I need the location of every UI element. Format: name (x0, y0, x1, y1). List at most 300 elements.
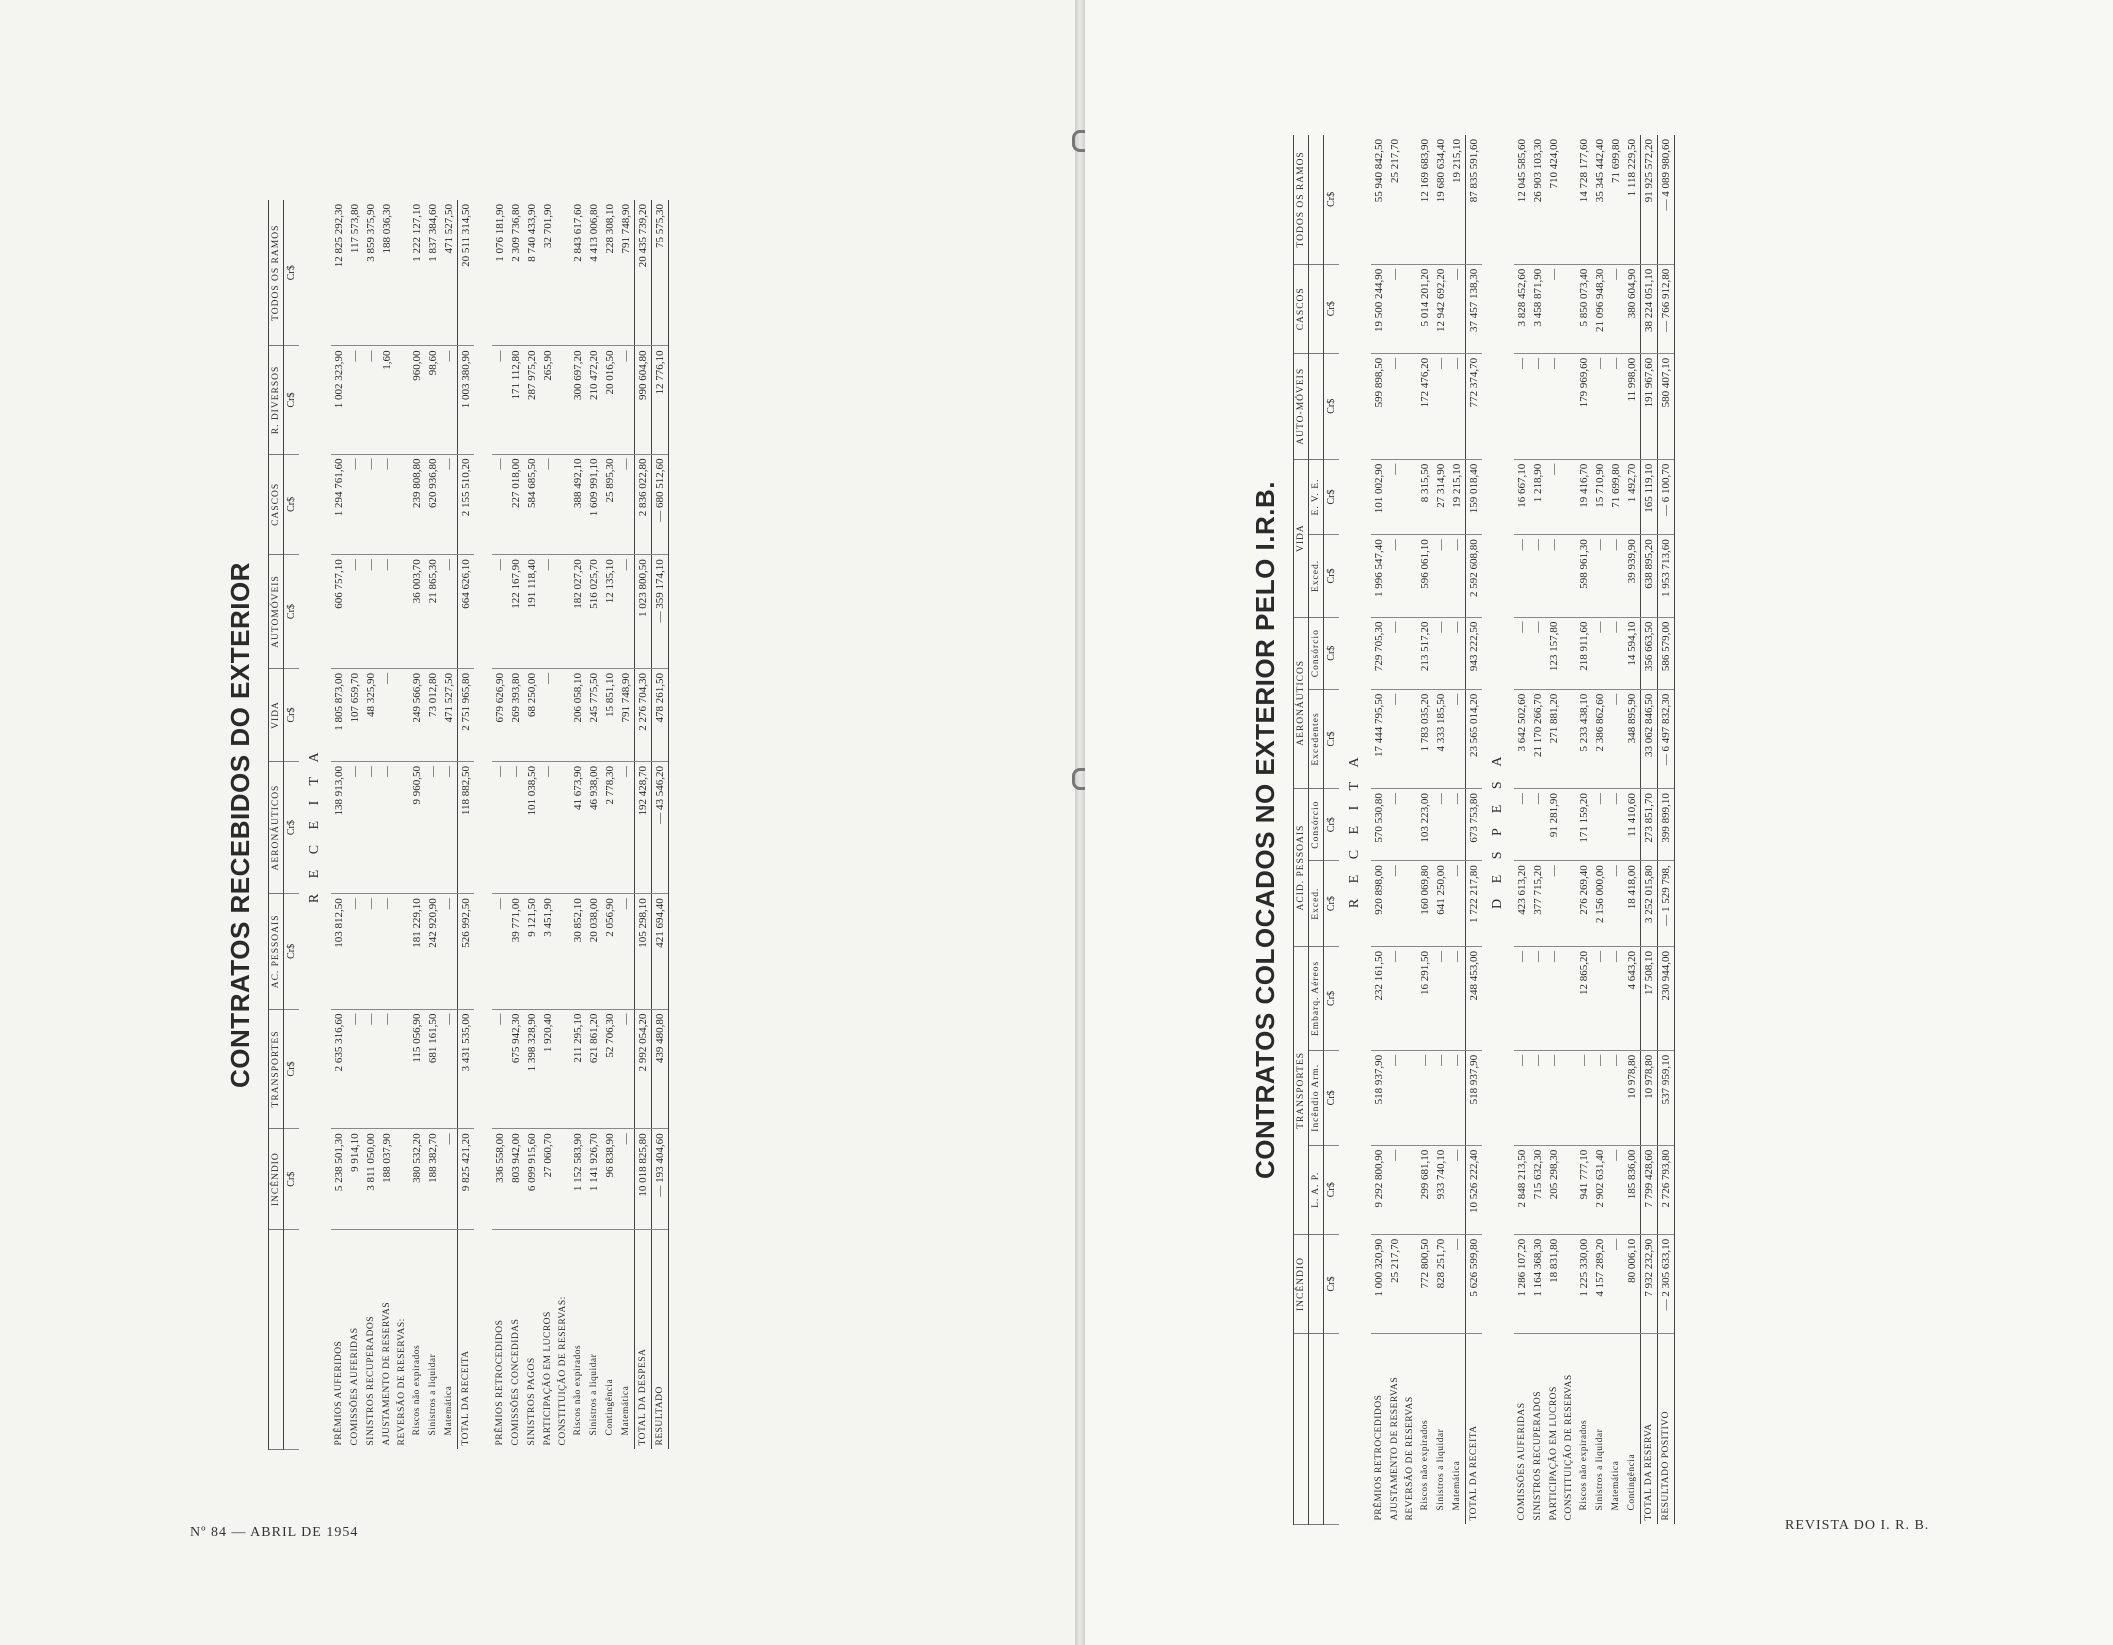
table-cell: — (540, 668, 556, 761)
table-cell: 12 865,20 (1576, 947, 1592, 1051)
table-cell: 211 295,10 (570, 1009, 586, 1129)
table-row (570, 200, 586, 1450)
table-cell: — (441, 761, 458, 893)
table-cell: 39 771,00 (508, 894, 524, 1009)
table-cell: 1 398 328,90 (524, 1009, 540, 1129)
table-row (409, 200, 425, 1450)
table-cell: 239 808,80 (409, 454, 425, 555)
table-cell: 2 635 316,60 (331, 1009, 347, 1129)
table-cell: 598 961,30 (1576, 535, 1592, 617)
column-header: VIDA (269, 668, 284, 761)
table-row (363, 200, 379, 1450)
table-cell: 3 458 871,90 (1530, 264, 1546, 353)
table-cell: 21 096 948,30 (1592, 264, 1608, 353)
table-cell: 185 836,00 (1624, 1145, 1641, 1234)
table-cell: 641 250,00 (1433, 861, 1449, 947)
currency-label: Cr$ (1324, 135, 1340, 264)
column-header: R. DIVERSOS (269, 346, 284, 454)
table-cell: 12 045 585,60 (1514, 135, 1530, 264)
table-cell: 160 069,80 (1417, 861, 1433, 947)
table-cell (1562, 1145, 1576, 1234)
table-cell: 421 694,40 (652, 894, 669, 1009)
table-colocados-container (1250, 135, 1900, 1525)
table-cell: 12 942 692,20 (1433, 264, 1449, 353)
table-cell: 188 037,90 (379, 1129, 395, 1230)
table-cell: 679 626,90 (492, 668, 508, 761)
column-subheader: Embarq. Aéreos (1309, 947, 1324, 1051)
table-cell: 380 532,20 (409, 1129, 425, 1230)
table-cell: 5 014 201,20 (1417, 264, 1433, 353)
table-cell: 122 167,90 (508, 555, 524, 669)
table-cell: 5 626 599,80 (1466, 1234, 1483, 1333)
table-cell: 1 152 583,90 (570, 1129, 586, 1230)
table-cell: — 6 497 832,30 (1658, 689, 1675, 788)
table-cell: — (1387, 689, 1403, 788)
table-row (1546, 135, 1562, 1525)
table-cell: 586 579,00 (1658, 617, 1675, 689)
table-row (618, 200, 635, 1450)
table-cell: — (1546, 535, 1562, 617)
table-cell: — (1387, 789, 1403, 861)
table-cell: — (363, 454, 379, 555)
table-cell: — (1387, 264, 1403, 353)
table-cell: 123 157,80 (1546, 617, 1562, 689)
table-cell: 55 940 842,50 (1371, 135, 1387, 264)
despesa-heading-row (1482, 135, 1514, 1525)
table-cell: — (1387, 459, 1403, 535)
table-cell: 1 141 926,70 (586, 1129, 602, 1230)
table-cell: — (1449, 689, 1466, 788)
table-row (540, 200, 556, 1450)
table-cell: 2 592 608,80 (1466, 535, 1483, 617)
table-cell: 2 992 054,20 (635, 1009, 652, 1129)
table-cell: 960,00 (409, 346, 425, 454)
table-cell: — (1449, 535, 1466, 617)
table-cell: 182 027,20 (570, 555, 586, 669)
table-cell: 681 161,50 (425, 1009, 441, 1129)
table-cell: 17 444 795,50 (1371, 689, 1387, 788)
table-cell: — (1546, 861, 1562, 947)
table-cell: — (441, 454, 458, 555)
table-cell: 179 969,60 (1576, 353, 1592, 459)
table-cell: — (492, 454, 508, 555)
table-cell: 803 942,00 (508, 1129, 524, 1230)
table-row (1514, 135, 1530, 1525)
table-row (1576, 135, 1592, 1525)
table-cell: — (1608, 861, 1624, 947)
table-cell: 2 848 213,50 (1514, 1145, 1530, 1234)
table-row (379, 200, 395, 1450)
table-cell: — (363, 761, 379, 893)
table-cell (1562, 459, 1576, 535)
table-cell: 171 159,20 (1576, 789, 1592, 861)
table-cell: 103 223,00 (1417, 789, 1433, 861)
table-cell (556, 668, 570, 761)
table-cell (1562, 353, 1576, 459)
table-cell (1562, 617, 1576, 689)
table-cell: 227 018,00 (508, 454, 524, 555)
table-cell: 117 573,80 (347, 200, 363, 346)
table-cell: — (1608, 947, 1624, 1051)
currency-label: Cr$ (284, 454, 300, 555)
table-cell: — 359 174,10 (652, 555, 669, 669)
table-cell: 4 643,20 (1624, 947, 1641, 1051)
currency-label: Cr$ (1324, 689, 1340, 788)
table-cell (1562, 264, 1576, 353)
table-cell: 9 960,50 (409, 761, 425, 893)
table-row (1608, 135, 1624, 1525)
table-cell: 20 016,50 (602, 346, 618, 454)
table-cell: 2 902 631,40 (1592, 1145, 1608, 1234)
table-cell: 1 286 107,20 (1514, 1234, 1530, 1333)
table-row (1466, 135, 1483, 1525)
column-header: TRANSPORTES (269, 1009, 284, 1129)
row-label: COMISSÕES AUFERIDAS (1517, 1402, 1527, 1521)
table-cell: — 4 089 980,60 (1658, 135, 1675, 264)
table-cell: 1 294 761,60 (331, 454, 347, 555)
table-cell: 228 308,10 (602, 200, 618, 346)
table-cell (556, 761, 570, 893)
table-cell: 439 480,80 (652, 1009, 669, 1129)
table-cell: 52 706,30 (602, 1009, 618, 1129)
table-cell: 23 565 014,20 (1466, 689, 1483, 788)
table-title-colocados: CONTRATOS COLOCADOS NO EXTERIOR PELO I.R.B. (1250, 480, 1280, 1180)
row-label: PRÊMIOS RETROCEDIDOS (1374, 1394, 1384, 1521)
table-cell: — (1433, 617, 1449, 689)
table-cell: 828 251,70 (1433, 1234, 1449, 1333)
column-subheader: L. A. P. (1309, 1145, 1324, 1234)
table-cell: — (540, 454, 556, 555)
table-cell: 299 681,10 (1417, 1145, 1433, 1234)
table-cell: 5 850 073,40 (1576, 264, 1592, 353)
table-cell (395, 894, 409, 1009)
row-label: AJUSTAMENTO DE RESERVAS (382, 1301, 392, 1446)
table-cell: — (1608, 535, 1624, 617)
row-label: Riscos não expirados (412, 1344, 422, 1436)
table-cell: — (347, 454, 363, 555)
column-subheader (1309, 135, 1324, 264)
table-cell: — (379, 1009, 395, 1129)
table-cell: 242 920,90 (425, 894, 441, 1009)
table-cell: — (1530, 947, 1546, 1051)
row-label: TOTAL DA RECEITA (458, 1230, 475, 1450)
table-row (395, 200, 409, 1450)
table-cell: — (363, 555, 379, 669)
table-cell: 537 959,10 (1658, 1050, 1675, 1145)
currency-label: Cr$ (1324, 264, 1340, 353)
table-cell: 5 233 438,10 (1576, 689, 1592, 788)
table-cell: 471 527,50 (441, 200, 458, 346)
row-label: Sinistros a liquidar (589, 1353, 599, 1436)
row-label: RESULTADO (652, 1230, 669, 1450)
table-cell: 526 992,50 (458, 894, 475, 1009)
table-cell: 73 012,80 (425, 668, 441, 761)
table-cell: 621 861,20 (586, 1009, 602, 1129)
table-cell: 188 382,70 (425, 1129, 441, 1230)
table-cell: — (1514, 789, 1530, 861)
table-cell (1403, 135, 1417, 264)
table-cell: 1 722 217,80 (1466, 861, 1483, 947)
table-cell: — (347, 555, 363, 669)
table-cell: — (1433, 353, 1449, 459)
row-label: RESULTADO POSITIVO (1658, 1334, 1675, 1525)
table-cell: — (1530, 353, 1546, 459)
table-cell: 1 920,40 (540, 1009, 556, 1129)
table-cell (395, 454, 409, 555)
column-subheader: E. V. E. (1309, 459, 1324, 535)
table-cell: 38 224 051,10 (1641, 264, 1658, 353)
table-cell: — (1592, 789, 1608, 861)
table-cell: — (363, 1009, 379, 1129)
table-cell: 271 881,20 (1546, 689, 1562, 788)
table-cell: 103 812,50 (331, 894, 347, 1009)
currency-label: Cr$ (284, 761, 300, 893)
table-cell: 715 632,30 (1530, 1145, 1546, 1234)
table-cell: 18 418,00 (1624, 861, 1641, 947)
table-cell: 210 472,20 (586, 346, 602, 454)
table-cell: 4 157 289,20 (1592, 1234, 1608, 1333)
table-cell: 791 748,90 (618, 668, 635, 761)
table-cell: — (1449, 1050, 1466, 1145)
table-cell (556, 894, 570, 1009)
row-label: Matemática (1452, 1460, 1462, 1511)
table-cell: — (618, 1129, 635, 1230)
table-cell: 37 457 138,30 (1466, 264, 1483, 353)
row-label: Sinistros a liquidar (428, 1353, 438, 1436)
row-label: PRÊMIOS RETROCEDIDOS (495, 1319, 505, 1446)
table-cell: 17 508,10 (1641, 947, 1658, 1051)
table-cell: 25 217,70 (1387, 135, 1403, 264)
table-cell: 2 726 793,80 (1658, 1145, 1675, 1234)
table-cell: 336 558,00 (492, 1129, 508, 1230)
row-label: TOTAL DA DESPESA (635, 1230, 652, 1450)
table-cell: 11 998,00 (1624, 353, 1641, 459)
table-cell: — (1387, 861, 1403, 947)
column-subheader: Exced. (1309, 535, 1324, 617)
table-cell: 249 566,90 (409, 668, 425, 761)
column-subheader: Consórcio (1309, 789, 1324, 861)
table-cell: 1,60 (379, 346, 395, 454)
table-cell: 101 002,90 (1371, 459, 1387, 535)
table-cell: 570 530,80 (1371, 789, 1387, 861)
table-cell (1403, 861, 1417, 947)
table-cell: 380 604,90 (1624, 264, 1641, 353)
table-cell: 48 325,90 (363, 668, 379, 761)
table-cell (556, 454, 570, 555)
table-cell: — (1449, 617, 1466, 689)
row-label: TOTAL DA RECEITA (1466, 1334, 1483, 1525)
table-cell: — 43 546,20 (652, 761, 669, 893)
currency-label: Cr$ (284, 555, 300, 669)
column-subheader: Consórcio (1309, 617, 1324, 689)
table-cell: — (1592, 353, 1608, 459)
table-cell: 4 413 006,80 (586, 200, 602, 346)
table-cell: — 1 529 798, (1658, 861, 1675, 947)
table-cell: — (1433, 535, 1449, 617)
table-cell (1562, 1234, 1576, 1333)
table-cell: 105 298,10 (635, 894, 652, 1009)
table-cell: — (441, 894, 458, 1009)
row-label: Sinistros a liquidar (1436, 1428, 1446, 1511)
table-cell: — (618, 1009, 635, 1129)
table-cell: — (363, 346, 379, 454)
table-cell: 26 903 103,30 (1530, 135, 1546, 264)
table-cell: 2 309 736,80 (508, 200, 524, 346)
table-cell: 729 705,30 (1371, 617, 1387, 689)
row-label: REVERSÃO DE RESERVAS (1405, 1396, 1415, 1521)
table-cell: 599 898,50 (1371, 353, 1387, 459)
table-cell: 68 250,00 (524, 668, 540, 761)
table-cell (1403, 947, 1417, 1051)
currency-label: Cr$ (1324, 617, 1340, 689)
table-cell: 388 492,10 (570, 454, 586, 555)
table-cell (1403, 689, 1417, 788)
table-cell: 1 953 713,60 (1658, 535, 1675, 617)
table-cell: — (1530, 789, 1546, 861)
table-cell: — (1592, 617, 1608, 689)
table-cell: 1 076 181,90 (492, 200, 508, 346)
row-label: CONSTITUIÇÃO DE RESERVAS (1564, 1374, 1574, 1521)
table-row (586, 200, 602, 1450)
table-cell: — (441, 1009, 458, 1129)
table-cell: 14 728 177,60 (1576, 135, 1592, 264)
table-cell: — (1433, 1050, 1449, 1145)
table-cell: 478 261,50 (652, 668, 669, 761)
currency-label: Cr$ (284, 1009, 300, 1129)
table-cell: — (1387, 947, 1403, 1051)
table-cell: 638 895,20 (1641, 535, 1658, 617)
table-cell: — (1449, 861, 1466, 947)
table-cell: 3 642 502,60 (1514, 689, 1530, 788)
table-cell: 675 942,30 (508, 1009, 524, 1129)
table-cell: 933 740,10 (1433, 1145, 1449, 1234)
table-cell (1403, 1145, 1417, 1234)
table-cell: 159 018,40 (1466, 459, 1483, 535)
table-cell: — 6 100,70 (1658, 459, 1675, 535)
table-cell: 9 121,50 (524, 894, 540, 1009)
table-cell: — (492, 894, 508, 1009)
table-cell: — (508, 761, 524, 893)
table-cell: — (1387, 353, 1403, 459)
table-cell: 3 252 015,80 (1641, 861, 1658, 947)
table-cell (395, 200, 409, 346)
table-cell: 21 865,30 (425, 555, 441, 669)
table-cell: — (1530, 535, 1546, 617)
table-cell: 377 715,20 (1530, 861, 1546, 947)
table-cell: — (1387, 1050, 1403, 1145)
table-cell: 12 135,10 (602, 555, 618, 669)
book-gutter (1075, 0, 1085, 1645)
row-label: Riscos não expirados (1579, 1419, 1589, 1511)
table-cell: 16 667,10 (1514, 459, 1530, 535)
table-cell: 3 451,90 (540, 894, 556, 1009)
table-cell: — (1608, 789, 1624, 861)
currency-label: Cr$ (1324, 1050, 1340, 1145)
table-cell: 172 476,20 (1417, 353, 1433, 459)
table-cell (1403, 617, 1417, 689)
table-row (458, 200, 475, 1450)
table-cell (1562, 135, 1576, 264)
table-cell: 1 000 320,90 (1371, 1234, 1387, 1333)
column-group-header: INCÊNDIO (1294, 1234, 1309, 1333)
row-label: Contingência (1627, 1453, 1637, 1511)
table-row (1658, 135, 1675, 1525)
column-group-header: CASCOS (1294, 264, 1309, 353)
table-cell: 3 828 452,60 (1514, 264, 1530, 353)
table-cell: — (441, 1129, 458, 1230)
table-cell: 35 345 442,40 (1592, 135, 1608, 264)
table-cell: 471 527,50 (441, 668, 458, 761)
table-cell: 772 374,70 (1466, 353, 1483, 459)
table-row (331, 200, 347, 1450)
table-cell: 188 036,30 (379, 200, 395, 346)
table-cell: — (1608, 1050, 1624, 1145)
table-cell: 138 913,00 (331, 761, 347, 893)
label-column-header (269, 1230, 284, 1450)
table-cell: 27 060,70 (540, 1129, 556, 1230)
table-row (1530, 135, 1546, 1525)
table-cell: — (1530, 1050, 1546, 1145)
table-cell: — (1608, 1234, 1624, 1333)
table-cell: 10 978,80 (1624, 1050, 1641, 1145)
despesa-heading: D E S P E S A (1490, 750, 1505, 909)
row-label: Matemática (444, 1385, 454, 1436)
row-label: COMISSÕES AUFERIDAS (350, 1327, 360, 1446)
table-cell: 3 859 375,90 (363, 200, 379, 346)
table-cell: 269 393,80 (508, 668, 524, 761)
table-cell: 1 023 800,50 (635, 555, 652, 669)
column-group-header: TRANSPORTES (1294, 947, 1309, 1235)
table-cell: — (1592, 535, 1608, 617)
column-group-header: AERONÁUTICOS (1294, 617, 1309, 788)
currency-label: Cr$ (1324, 535, 1340, 617)
table-row (1433, 135, 1449, 1525)
table-cell: 2 843 617,60 (570, 200, 586, 346)
table-cell: 71 699,80 (1608, 135, 1624, 264)
table-cell: 27 314,90 (1433, 459, 1449, 535)
table-cell: 101 038,50 (524, 761, 540, 893)
column-header: CASCOS (269, 454, 284, 555)
table-cell: 2 751 965,80 (458, 668, 475, 761)
table-cell: 6 099 915,60 (524, 1129, 540, 1230)
table-cell: — (1546, 947, 1562, 1051)
table-cell (395, 761, 409, 893)
spacer-row (474, 200, 492, 1450)
table-cell: 2 836 022,80 (635, 454, 652, 555)
table-cell: — (1514, 947, 1530, 1051)
table-cell: 9 914,10 (347, 1129, 363, 1230)
table-cell: 1 783 035,20 (1417, 689, 1433, 788)
column-group-header: ACID. PESSOAIS (1294, 789, 1309, 947)
table-cell: 1 609 991,10 (586, 454, 602, 555)
table-row (347, 200, 363, 1450)
table-cell: 423 613,20 (1514, 861, 1530, 947)
table-cell: 41 673,90 (570, 761, 586, 893)
table-cell: — (1546, 264, 1562, 353)
table-cell: — (441, 555, 458, 669)
table-cell: — (1608, 689, 1624, 788)
table-cell: — (1449, 1234, 1466, 1333)
table-cell: 20 435 739,20 (635, 200, 652, 346)
table-cell: 14 594,10 (1624, 617, 1641, 689)
table-cell: — (441, 346, 458, 454)
table-row (652, 200, 669, 1450)
table-row (1403, 135, 1417, 1525)
table-row (1562, 135, 1576, 1525)
row-label: PARTICIPAÇÃO EM LUCROS (1549, 1386, 1559, 1521)
table-cell: 171 112,80 (508, 346, 524, 454)
table-cell: — (492, 555, 508, 669)
